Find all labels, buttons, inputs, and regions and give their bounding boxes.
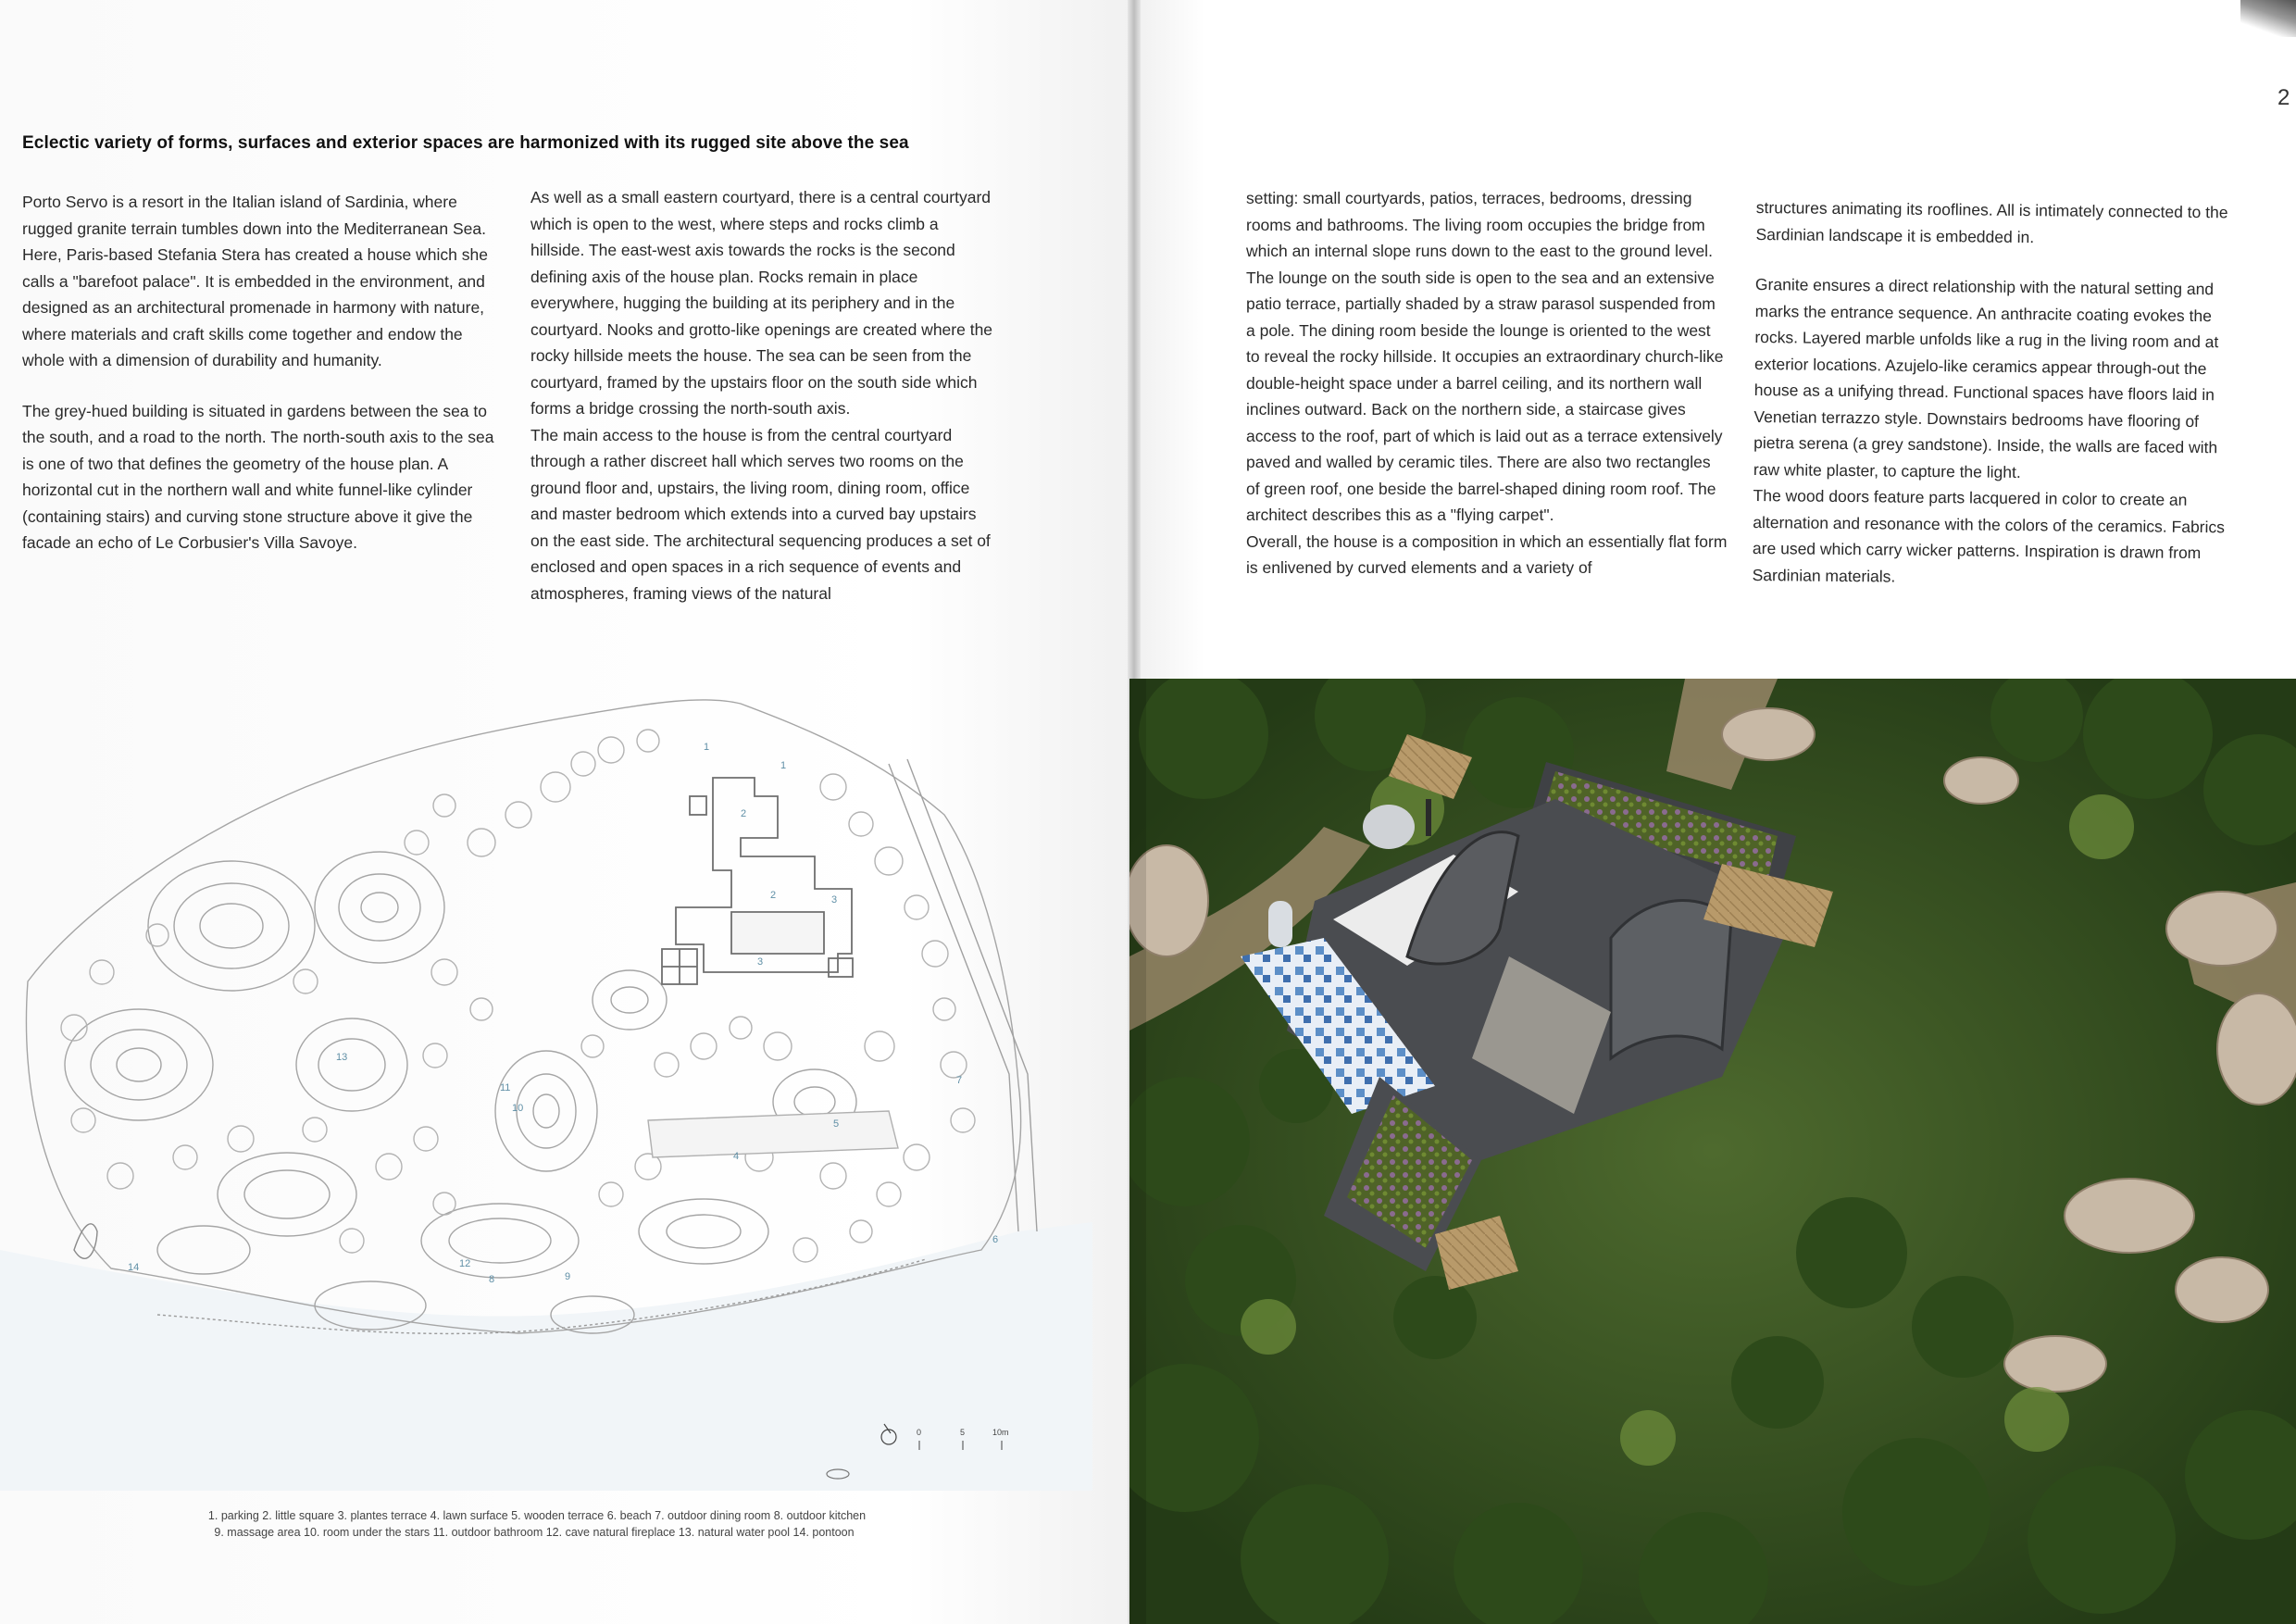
plan-labels <box>128 742 998 1285</box>
paragraph: The grey-hued building is situated in gardens between the sea to the south, and a road to the north. The north-south axis to the sea is one of two that defines the geometry of the house plan. A horizontal cut in the northern wall and white funnel-like cylinder (containing stairs) and curving stone structure above it give the facade an echo of Le Corbusier's Villa Savoye. <box>22 401 494 552</box>
pontoon-boat <box>74 1224 97 1258</box>
scale-label: 0 <box>917 1428 922 1437</box>
plan-label: 4 <box>733 1151 740 1162</box>
plan-label: 9 <box>565 1271 571 1282</box>
plan-label: 3 <box>831 894 838 906</box>
scale-label: 10m <box>992 1428 1009 1437</box>
article-headline: Eclectic variety of forms, surfaces and exterior spaces are harmonized with its rugged site above the sea <box>22 133 909 153</box>
plan-label: 12 <box>459 1258 471 1269</box>
barrel-roof <box>1611 901 1731 1058</box>
plan-label: 5 <box>833 1118 840 1130</box>
plan-label: 3 <box>757 956 764 968</box>
aerial-house-photo <box>1129 679 2296 1624</box>
text-column-2 <box>530 184 993 606</box>
text-column-1 <box>22 189 504 581</box>
plan-label: 2 <box>741 808 747 819</box>
plan-label: 6 <box>992 1234 999 1245</box>
paragraph: setting: small courtyards, patios, terraces, bedrooms, dressing rooms and bathrooms. The living room occupies the bridge from which an internal slope runs down to the east to the ground level. The lounge on the south side is open to the sea and an extensive patio terrace, partially shaded by a straw parasol suspended from a pole. The dining room beside the lounge is oriented to the west to reveal the rocky hillside. It occupies an extraordinary church-like double-height space under a barrel ceiling, and its northern wall inclines outward. Back on the northern side, a staircase gives access to the roof, part of which is laid out as a terrace extensively paved and walled by ceramic tiles. There are also two rectangles of green roof, one beside the barrel-shaped dining room roof. The architect describes this as a "flying carpet". <box>1246 189 1724 524</box>
white-cylinder <box>1268 901 1292 947</box>
house-footprint <box>662 778 853 984</box>
paragraph: As well as a small eastern courtyard, there is a central courtyard which is open to the west, where steps and rocks climb a hillside. The east-west axis towards the rocks is the second defining axis of the house plan. Rocks remain in place everywhere, hugging the building at its periphery and in the courtyard. Nooks and grotto-like openings are created where the rocky hillside meets the house. The sea can be seen from the courtyard, framed by the upstairs floor on the south side which forms a bridge crossing the north-south axis. <box>530 188 993 418</box>
plan-label: 7 <box>956 1075 963 1086</box>
plan-label: 2 <box>770 890 777 901</box>
plan-label: 10 <box>512 1103 524 1114</box>
plan-label: 1 <box>780 760 787 771</box>
plan-label: 13 <box>336 1052 348 1063</box>
paragraph: Porto Servo is a resort in the Italian island of Sardinia, where rugged granite terrain tumbles down into the Mediterranean Sea. Here, Paris-based Stefania Stera has created a house which she calls a "barefoot palace". It is embedded in the environment, and designed as an architectural promenade in harmony with nature, where materials and craft skills come together and endow the whole with a dimension of durability and humanity. <box>22 193 488 369</box>
tree-canopies <box>61 730 975 1262</box>
chimney <box>1426 799 1431 836</box>
page-corner-shadow <box>2240 0 2296 37</box>
scale-label: 5 <box>960 1428 966 1437</box>
paragraph: The wood doors feature parts lacquered in color to create an alternation and resonance with the colors of the ceramics. Fabrics are used which carry wicker patterns. Inspiration is drawn from Sardinian materials. <box>1752 485 2226 586</box>
lawn-strip <box>648 1111 898 1157</box>
plan-label: 1 <box>704 742 710 753</box>
round-skylight <box>1363 805 1415 849</box>
paragraph: Overall, the house is a composition in which an essentially flat form is enlivened by curved elements and a variety of <box>1246 531 1728 577</box>
text-column-4 <box>1753 194 2228 593</box>
legend-line: 1. parking 2. little square 3. plantes terrace 4. lawn surface 5. wooden terrace 6. beach 7. outdoor dining room 8. outdoor kitchen <box>207 1509 867 1522</box>
page-number: 2 <box>2277 85 2290 110</box>
site-plan-legend <box>176 1507 898 1541</box>
plan-label: 11 <box>500 1082 511 1093</box>
photo-edge-shade <box>1129 679 1146 1624</box>
plan-label: 14 <box>128 1262 140 1273</box>
text-column-3 <box>1246 185 1728 581</box>
paragraph: Granite ensures a direct relationship with the natural setting and marks the entrance sequence. An anthracite coating evokes the rocks. Layered marble unfolds like a rug in the living room and at exterior locations. Azujelo-like ceramics appear through-out the house as a unifying thread. Functional spaces have floors laid in Venetian terrazzo style. Downstairs bedrooms have flooring of pietra serena (a grey sandstone). Inside, the walls are faced with raw white plaster, to capture the light. <box>1753 274 2219 481</box>
plan-label: 8 <box>489 1274 495 1285</box>
paragraph: The main access to the house is from the central courtyard through a rather discreet hall which serves two rooms on the ground floor and, upstairs, the living room, dining room, office and master bedroom which extends into a curved bay upstairs on the east side. The architectural sequencing produces a set of enclosed and open spaces in a rich sequence of events and atmospheres, framing views of the natural <box>530 425 991 603</box>
legend-line: 9. massage area 10. room under the stars 11. outdoor bathroom 12. cave natural fireplace 13. natural water pool 14. pontoon <box>214 1526 855 1539</box>
site-plan-drawing <box>0 676 1092 1491</box>
paragraph: structures animating its rooflines. All is intimately connected to the Sardinian landscape it is embedded in. <box>1755 197 2228 246</box>
